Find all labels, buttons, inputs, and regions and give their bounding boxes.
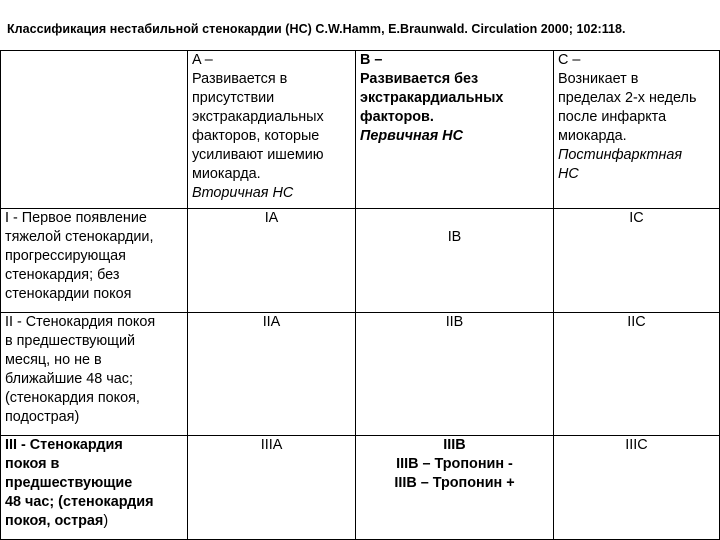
- column-a-line: усиливают ишемию: [192, 147, 324, 163]
- column-a-line: миокарда.: [192, 166, 261, 182]
- row-label-line: предшествующие: [5, 475, 133, 491]
- row-label-line: подострая): [5, 409, 80, 425]
- cell-value: IIIA: [260, 437, 283, 453]
- table-row: [1, 209, 720, 313]
- cell-iiia: [188, 436, 356, 540]
- cell-ic: [554, 209, 720, 313]
- row-label-fragment: покоя, острая: [5, 513, 104, 529]
- row-label-line: I - Первое появление: [5, 210, 147, 226]
- column-header-a: [188, 51, 356, 209]
- cell-iia: [188, 313, 356, 436]
- row-label-line: 48 час; (стенокардия: [5, 494, 154, 510]
- column-b-letter: B –: [360, 52, 383, 68]
- column-b-line: экстракардиальных: [360, 90, 504, 106]
- column-c-type: Постинфарктная: [558, 147, 683, 163]
- row-label-line: [5, 512, 187, 531]
- column-a-line: факторов, которые: [192, 128, 320, 144]
- column-c-line: после инфаркта: [558, 109, 667, 125]
- table-row: [1, 313, 720, 436]
- column-b-line: Развивается без: [360, 71, 479, 87]
- cell-ia: [188, 209, 356, 313]
- row-label-line: II - Стенокардия покоя: [5, 314, 156, 330]
- header-row: [1, 51, 720, 209]
- cell-value: IIIC: [625, 437, 648, 453]
- row-label-line: месяц, но не в: [5, 352, 102, 368]
- cell-iiic: [554, 436, 720, 540]
- column-b-line: факторов.: [360, 109, 434, 125]
- cell-value: IB: [447, 229, 462, 245]
- column-a-line: Развивается в: [192, 71, 288, 87]
- row-label-iii: [1, 436, 188, 540]
- row-label-line: в предшествующий: [5, 333, 136, 349]
- column-a-line: присутствии: [192, 90, 275, 106]
- column-c-letter: C –: [558, 52, 581, 68]
- cell-value: IIIB: [443, 437, 466, 453]
- column-a-type: Вторичная НС: [192, 185, 294, 201]
- column-header-c: [554, 51, 720, 209]
- row-label-line: (стенокардия покоя,: [5, 390, 140, 406]
- troponin-positive: IIIB – Тропонин +: [394, 475, 515, 491]
- cell-iib: [356, 313, 554, 436]
- cell-value: IC: [629, 210, 644, 226]
- cell-value: IIB: [445, 314, 464, 330]
- column-a-line: экстракардиальных: [192, 109, 324, 125]
- column-c-line: пределах 2-х недель: [558, 90, 697, 106]
- row-label-line: стенокардии покоя: [5, 286, 132, 302]
- cell-value: IA: [264, 210, 279, 226]
- row-label-ii: [1, 313, 188, 436]
- cell-value: IIC: [627, 314, 646, 330]
- column-c-type: НС: [558, 166, 579, 182]
- row-label-line: покоя в: [5, 456, 60, 472]
- column-c-line: миокарда.: [558, 128, 627, 144]
- cell-iiib: [356, 436, 554, 540]
- corner-cell: [1, 51, 188, 209]
- cell-ib: [356, 209, 554, 313]
- column-header-b: [356, 51, 554, 209]
- row-label-line: III - Стенокардия: [5, 437, 123, 453]
- row-label-line: прогрессирующая: [5, 248, 126, 264]
- column-a-letter: A –: [192, 52, 213, 68]
- column-b-type: Первичная НС: [360, 128, 463, 144]
- classification-table: [0, 50, 720, 540]
- cell-iic: [554, 313, 720, 436]
- row-label-fragment: ): [103, 513, 109, 529]
- troponin-negative: IIIB – Тропонин -: [396, 456, 513, 472]
- row-label-line: тяжелой стенокардии,: [5, 229, 154, 245]
- table-row: [1, 436, 720, 540]
- row-label-line: стенокардия; без: [5, 267, 120, 283]
- row-label-line: ближайшие 48 час;: [5, 371, 133, 387]
- cell-value: IIA: [262, 314, 281, 330]
- page-title: Классификация нестабильной стенокардии (НС) C.W.Hamm, E.Braunwald. Circulation 2000; 102:118.: [7, 22, 626, 36]
- row-label-i: [1, 209, 188, 313]
- column-c-line: Возникает в: [558, 71, 639, 87]
